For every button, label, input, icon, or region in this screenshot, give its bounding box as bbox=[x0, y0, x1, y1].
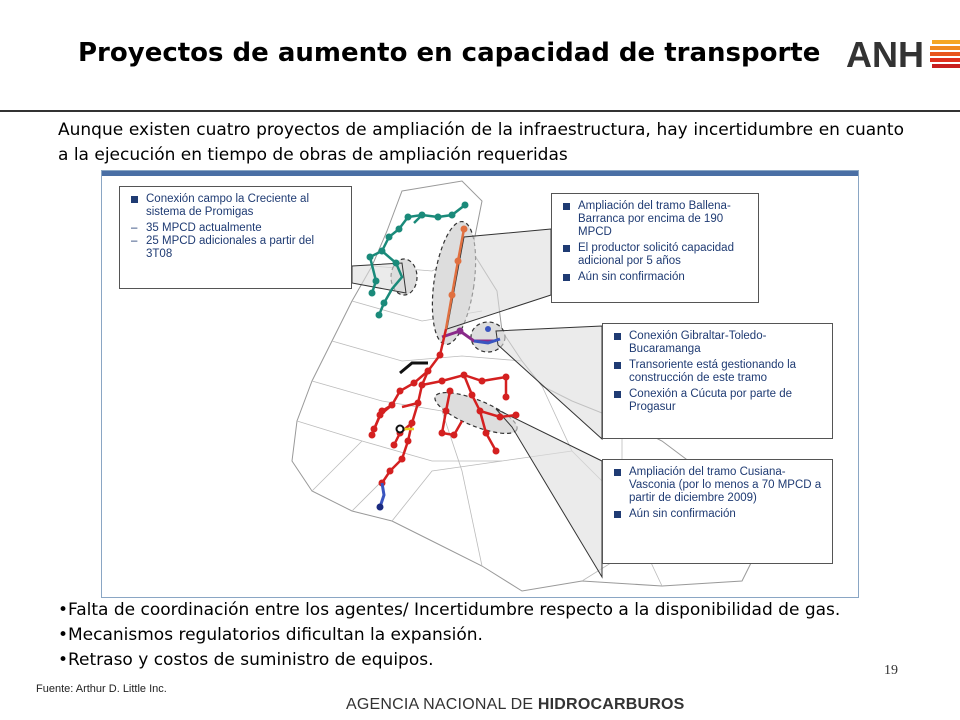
callout-creciente-sub-2: – 25 MPCD adicionales a partir del 3T08 bbox=[128, 235, 343, 261]
pipeline-map bbox=[101, 170, 859, 598]
bullet-list bbox=[58, 598, 840, 673]
callout-gibraltar-item-1: Conexión Gibraltar-Toledo-Bucaramanga bbox=[611, 330, 824, 356]
header-divider bbox=[0, 110, 960, 112]
page-number: 19 bbox=[884, 663, 898, 678]
page-title: Proyectos de aumento en capacidad de transporte bbox=[78, 38, 821, 68]
anh-logo-text: ANH bbox=[846, 34, 924, 74]
callout-cusiana bbox=[602, 459, 833, 564]
callout-creciente-heading: Conexión campo la Creciente al sistema de Promigas bbox=[128, 193, 343, 219]
callout-ballena-item-2: El productor solicitó capacidad adicional por 5 años bbox=[560, 242, 750, 268]
bullet-item-1: • Falta de coordinación entre los agentes/ Incertidumbre respecto a la disponibilidad de gas. bbox=[58, 598, 840, 623]
callout-cusiana-item-2: Aún sin confirmación bbox=[611, 508, 824, 521]
bullet-item-2: • Mecanismos regulatorios dificultan la expansión. bbox=[58, 623, 840, 648]
callout-ballena-item-1: Ampliación del tramo Ballena-Barranca por encima de 190 MPCD bbox=[560, 200, 750, 239]
anh-logo bbox=[846, 34, 960, 74]
callout-cusiana-item-1: Ampliación del tramo Cusiana-Vasconia (por lo menos a 70 MPCD a partir de diciembre 2009) bbox=[611, 466, 824, 505]
callout-ballena-item-3: Aún sin confirmación bbox=[560, 271, 750, 284]
agency-prefix: AGENCIA NACIONAL DE bbox=[346, 696, 538, 713]
callout-gibraltar bbox=[602, 323, 833, 439]
agency-bold: HIDROCARBUROS bbox=[537, 696, 685, 713]
bullet-item-3: • Retraso y costos de suministro de equipos. bbox=[58, 648, 840, 673]
source-note: Fuente: Arthur D. Little Inc. bbox=[36, 683, 167, 695]
callout-creciente bbox=[119, 186, 352, 289]
callout-gibraltar-item-2: Transoriente está gestionando la construcción de este tramo bbox=[611, 359, 824, 385]
callout-gibraltar-item-3: Conexión a Cúcuta por parte de Progasur bbox=[611, 388, 824, 414]
anh-logo-stripes bbox=[930, 40, 960, 68]
callout-ballena bbox=[551, 193, 759, 303]
intro-paragraph: Aunque existen cuatro proyectos de ampliación de la infraestructura, hay incertidumbre en cuanto a la ejecución en tiempo de obras de ampliación requeridas bbox=[58, 120, 904, 165]
callout-creciente-sub-1: – 35 MPCD actualmente bbox=[128, 222, 343, 235]
agency-footer bbox=[346, 696, 685, 714]
